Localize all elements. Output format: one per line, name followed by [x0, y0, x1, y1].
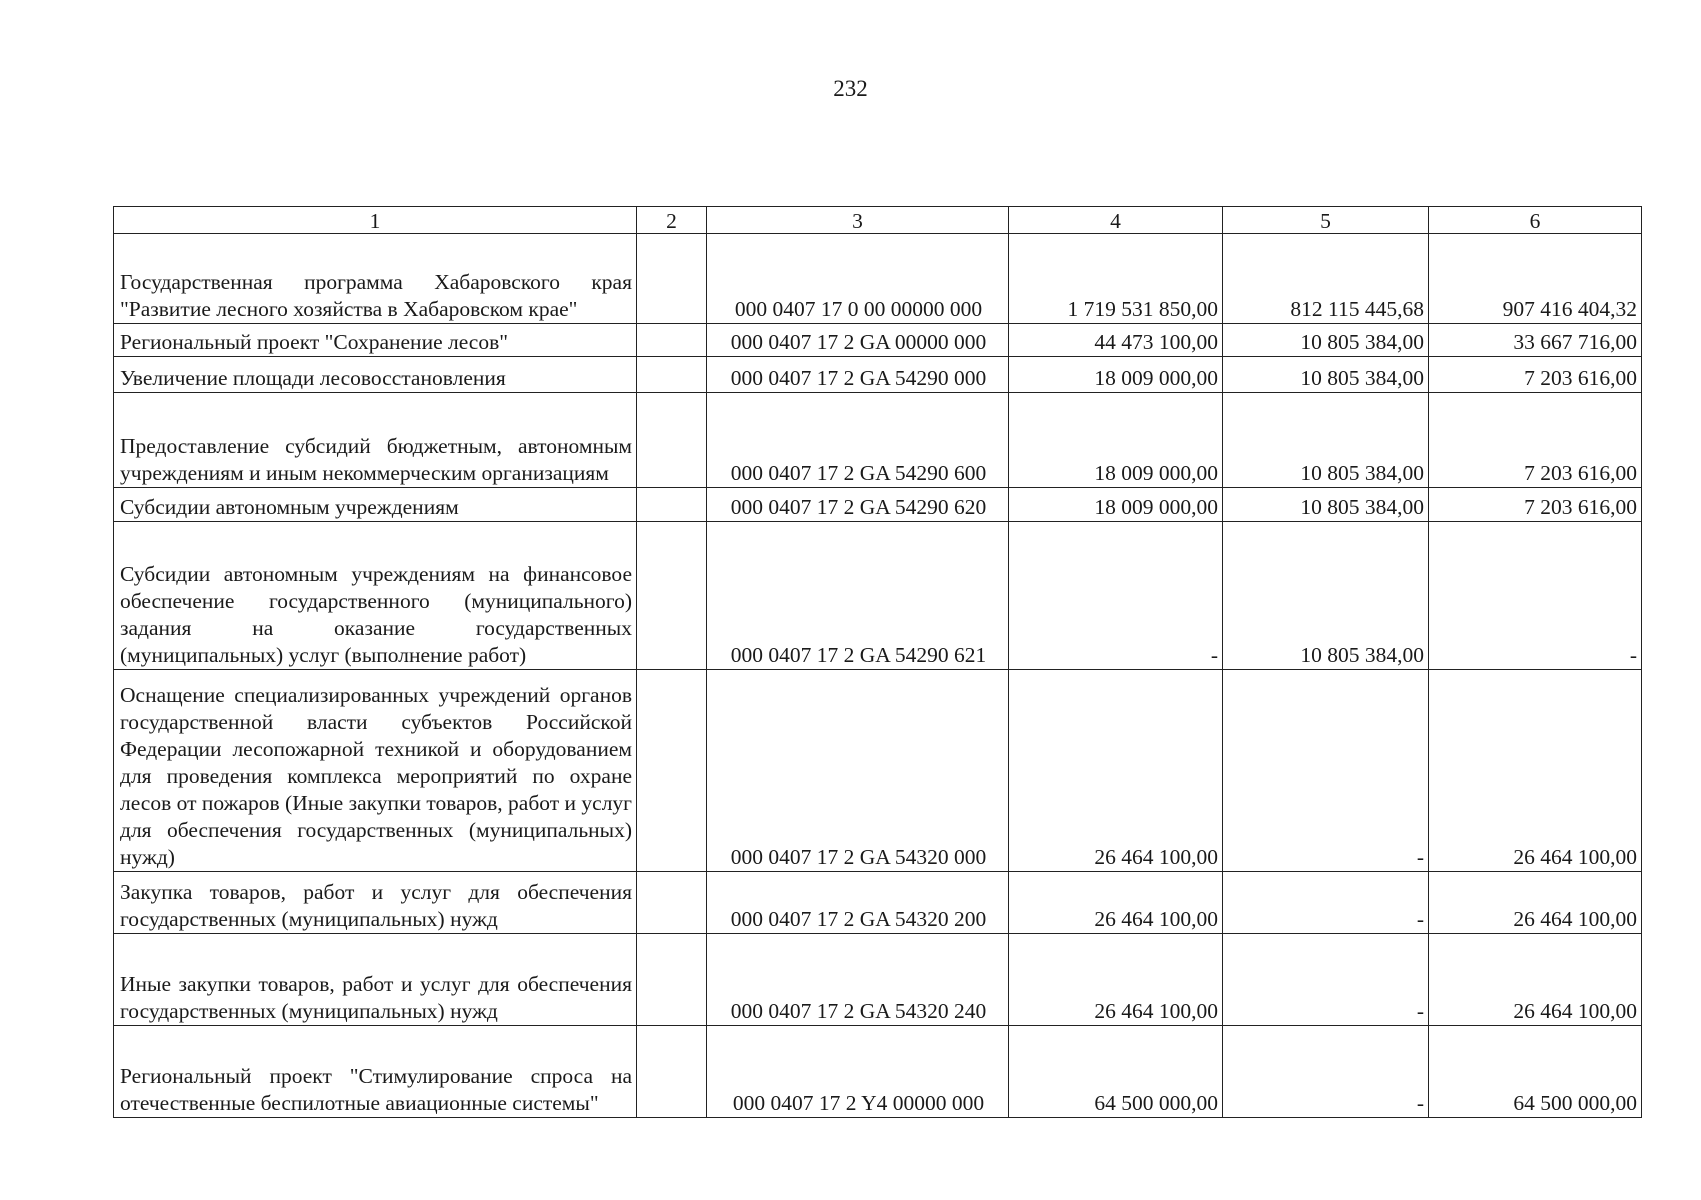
row-code: 000 0407 17 2 GA 54290 621	[707, 522, 1009, 670]
column-header-5: 5	[1223, 207, 1429, 234]
row-code: 000 0407 17 2 Y4 00000 000	[707, 1026, 1009, 1118]
table-row	[114, 488, 1642, 522]
row-col6: 26 464 100,00	[1429, 872, 1642, 934]
row-code: 000 0407 17 2 GA 54290 600	[707, 393, 1009, 488]
row-col4: 26 464 100,00	[1009, 872, 1223, 934]
column-header-1: 1	[114, 207, 637, 234]
row-code: 000 0407 17 2 GA 54290 620	[707, 488, 1009, 522]
row-col2	[637, 670, 707, 872]
row-code: 000 0407 17 2 GA 54290 000	[707, 357, 1009, 393]
row-col5: -	[1223, 934, 1429, 1026]
row-col4: 1 719 531 850,00	[1009, 234, 1223, 324]
row-name: Увеличение площади лесовосстановления	[114, 357, 637, 393]
row-col2	[637, 872, 707, 934]
table-row	[114, 670, 1642, 872]
row-col2	[637, 488, 707, 522]
row-col5: 10 805 384,00	[1223, 324, 1429, 357]
row-col6: 26 464 100,00	[1429, 934, 1642, 1026]
row-col2	[637, 324, 707, 357]
row-name: Государственная программа Хабаровского края "Развитие лесного хозяйства в Хабаровском крае"	[114, 234, 637, 324]
row-col5: -	[1223, 670, 1429, 872]
row-code: 000 0407 17 0 00 00000 000	[707, 234, 1009, 324]
row-code: 000 0407 17 2 GA 00000 000	[707, 324, 1009, 357]
header-row	[114, 207, 1642, 234]
table-row	[114, 522, 1642, 670]
row-col6: 26 464 100,00	[1429, 670, 1642, 872]
row-col4: 18 009 000,00	[1009, 393, 1223, 488]
row-col4: 64 500 000,00	[1009, 1026, 1223, 1118]
row-col4: -	[1009, 522, 1223, 670]
row-col5: 10 805 384,00	[1223, 522, 1429, 670]
table-row	[114, 872, 1642, 934]
row-col4: 18 009 000,00	[1009, 488, 1223, 522]
row-code: 000 0407 17 2 GA 54320 200	[707, 872, 1009, 934]
row-col6: 64 500 000,00	[1429, 1026, 1642, 1118]
column-header-6: 6	[1429, 207, 1642, 234]
row-name: Предоставление субсидий бюджетным, автономным учреждениям и иным некоммерческим организациям	[114, 393, 637, 488]
row-col4: 18 009 000,00	[1009, 357, 1223, 393]
row-col6: 907 416 404,32	[1429, 234, 1642, 324]
row-name: Субсидии автономным учреждениям на финансовое обеспечение государственного (муниципального) задания на оказание государственных (муниципальных) услуг (выполнение работ)	[114, 522, 637, 670]
table-row	[114, 934, 1642, 1026]
row-col5: -	[1223, 872, 1429, 934]
row-col2	[637, 393, 707, 488]
row-col5: 10 805 384,00	[1223, 488, 1429, 522]
row-code: 000 0407 17 2 GA 54320 240	[707, 934, 1009, 1026]
table-row	[114, 324, 1642, 357]
row-name: Субсидии автономным учреждениям	[114, 488, 637, 522]
row-col6: 7 203 616,00	[1429, 393, 1642, 488]
table-row	[114, 1026, 1642, 1118]
column-header-4: 4	[1009, 207, 1223, 234]
row-col5: 10 805 384,00	[1223, 393, 1429, 488]
table-row	[114, 393, 1642, 488]
row-name: Оснащение специализированных учреждений органов государственной власти субъектов Российской Федерации лесопожарной техникой и оборудованием для проведения комплекса мероприятий по охране лесов от пожаров (Иные закупки товаров, работ и услуг для обеспечения государственных (муниципальных) нужд)	[114, 670, 637, 872]
row-col2	[637, 357, 707, 393]
table-row	[114, 234, 1642, 324]
row-col2	[637, 234, 707, 324]
row-col5: 812 115 445,68	[1223, 234, 1429, 324]
row-col4: 26 464 100,00	[1009, 670, 1223, 872]
row-name: Иные закупки товаров, работ и услуг для обеспечения государственных (муниципальных) нужд	[114, 934, 637, 1026]
row-col2	[637, 1026, 707, 1118]
row-col6: 33 667 716,00	[1429, 324, 1642, 357]
budget-table	[113, 206, 1642, 1118]
row-col6: 7 203 616,00	[1429, 357, 1642, 393]
row-name: Закупка товаров, работ и услуг для обеспечения государственных (муниципальных) нужд	[114, 872, 637, 934]
column-header-2: 2	[637, 207, 707, 234]
row-col5: 10 805 384,00	[1223, 357, 1429, 393]
row-code: 000 0407 17 2 GA 54320 000	[707, 670, 1009, 872]
row-col2	[637, 934, 707, 1026]
column-header-3: 3	[707, 207, 1009, 234]
table-row	[114, 357, 1642, 393]
row-col6: 7 203 616,00	[1429, 488, 1642, 522]
row-col4: 26 464 100,00	[1009, 934, 1223, 1026]
row-name: Региональный проект "Сохранение лесов"	[114, 324, 637, 357]
row-col5: -	[1223, 1026, 1429, 1118]
row-col4: 44 473 100,00	[1009, 324, 1223, 357]
row-col2	[637, 522, 707, 670]
row-col6: -	[1429, 522, 1642, 670]
row-name: Региональный проект "Стимулирование спроса на отечественные беспилотные авиационные системы"	[114, 1026, 637, 1118]
page-number: 232	[833, 76, 868, 101]
